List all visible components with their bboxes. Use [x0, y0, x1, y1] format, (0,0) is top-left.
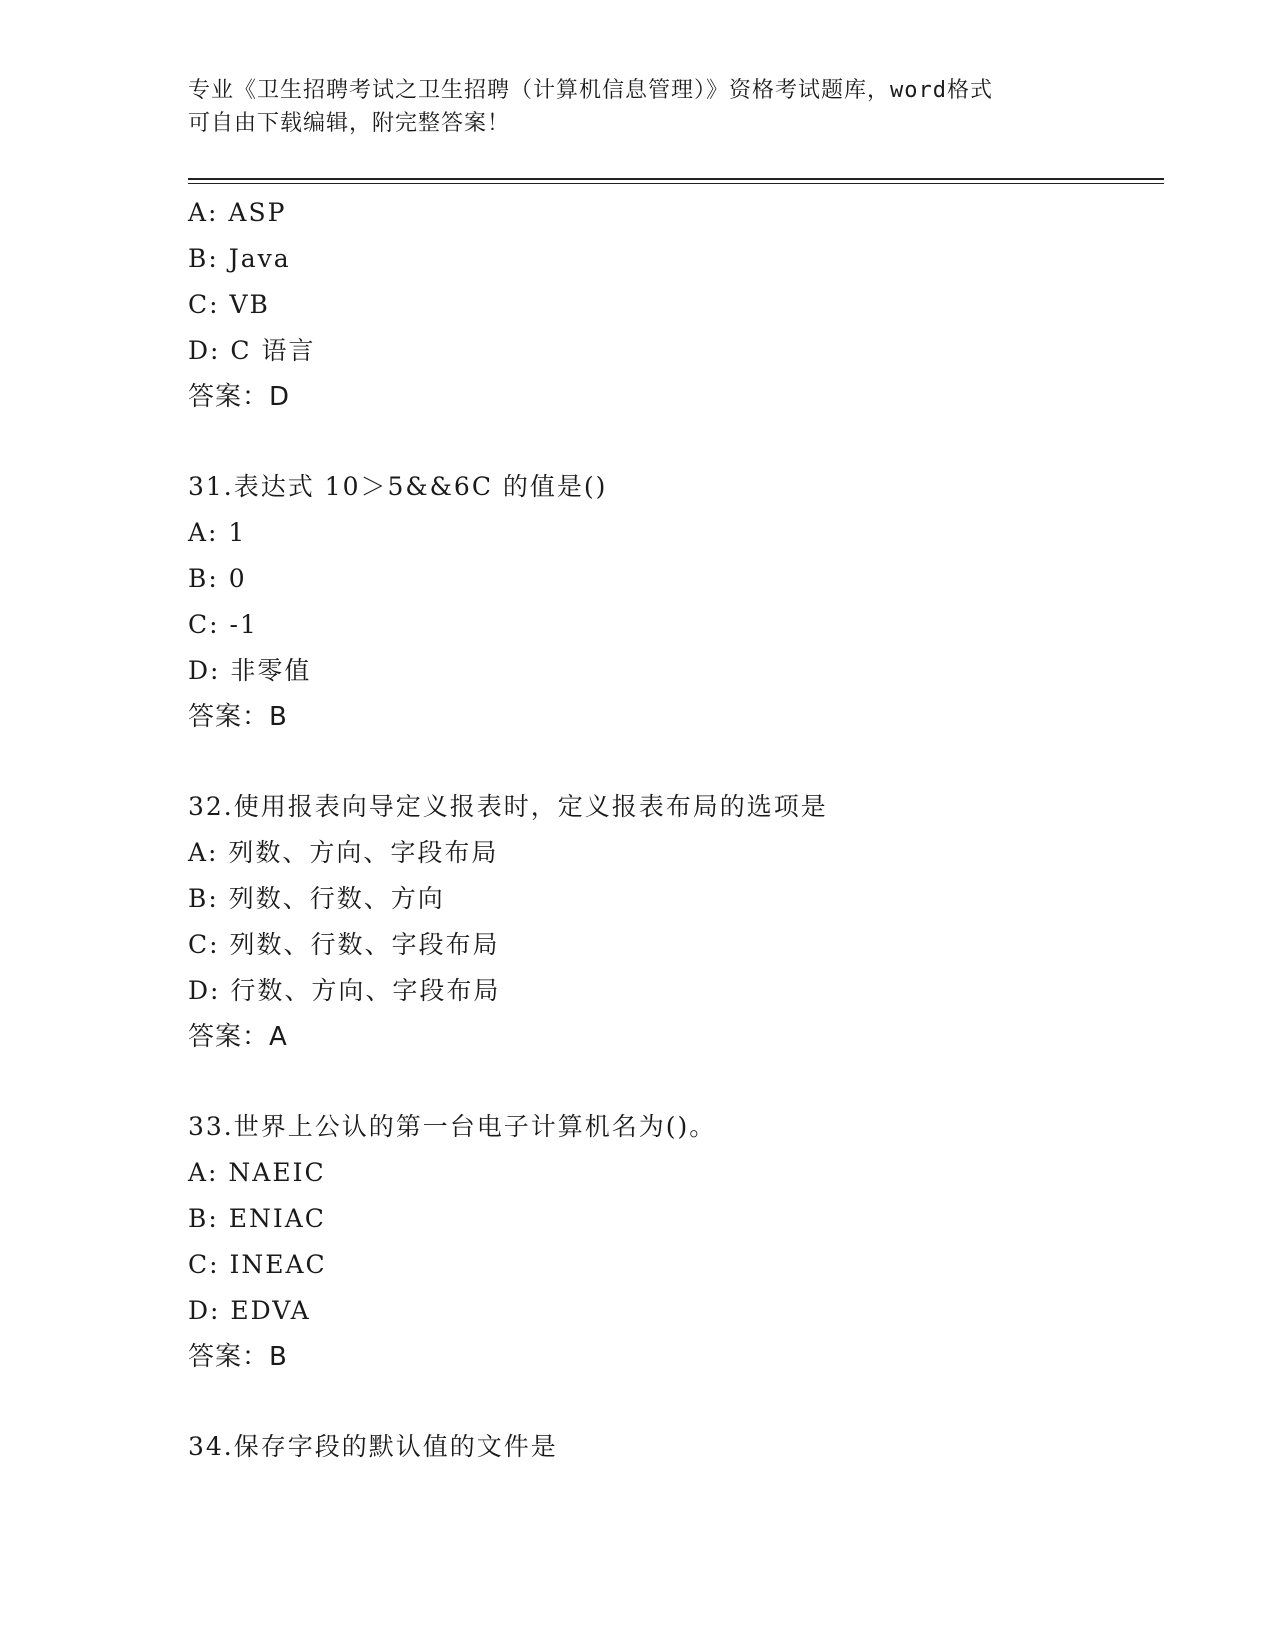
header-word-text: word	[890, 78, 947, 103]
header-divider-thin	[188, 183, 1164, 184]
question-text: 32.使用报表向导定义报表时，定义报表布局的选项是	[188, 792, 828, 821]
question-block-32	[188, 784, 1148, 1060]
option-b: B: Java	[188, 244, 291, 273]
option-a: A: NAEIC	[188, 1158, 326, 1187]
spacer	[188, 1380, 1148, 1424]
option-c: C: 列数、行数、字段布局	[188, 930, 500, 959]
option-a: A: 1	[188, 518, 247, 547]
question-list	[188, 190, 1148, 1470]
question-block-31	[188, 464, 1148, 740]
question-block-33	[188, 1104, 1148, 1380]
answer-line: 答案：B	[188, 1342, 288, 1372]
question-text: 31.表达式 10＞5&&6C 的值是()	[188, 472, 608, 501]
spacer	[188, 1060, 1148, 1104]
option-b: B: ENIAC	[188, 1204, 326, 1233]
option-d: D: 非零值	[188, 656, 312, 685]
header-divider-thick	[188, 178, 1164, 180]
option-b: B: 列数、行数、方向	[188, 884, 445, 913]
question-block-30	[188, 190, 1148, 420]
option-a: A: 列数、方向、字段布局	[188, 838, 499, 867]
option-c: C: -1	[188, 610, 258, 639]
header-format-text: 格式	[947, 78, 994, 103]
option-b: B: 0	[188, 564, 247, 593]
answer-line: 答案：B	[188, 702, 288, 732]
question-text: 33.世界上公认的第一台电子计算机名为()。	[188, 1112, 717, 1141]
option-d: D: EDVA	[188, 1296, 311, 1325]
document-header	[188, 74, 1088, 140]
option-d: D: C 语言	[188, 336, 316, 365]
spacer	[188, 420, 1148, 464]
header-line-1	[188, 74, 1088, 107]
question-text: 34.保存字段的默认值的文件是	[188, 1432, 558, 1461]
answer-line: 答案：D	[188, 382, 291, 412]
option-d: D: 行数、方向、字段布局	[188, 976, 501, 1005]
header-title-text: 专业《卫生招聘考试之卫生招聘（计算机信息管理）》资格考试题库，	[188, 78, 891, 103]
option-c: C: VB	[188, 290, 270, 319]
answer-line: 答案：A	[188, 1022, 288, 1052]
option-c: C: INEAC	[188, 1250, 327, 1279]
option-a: A: ASP	[188, 198, 287, 227]
spacer	[188, 740, 1148, 784]
header-line-2: 可自由下载编辑，附完整答案！	[188, 111, 511, 136]
question-block-34	[188, 1424, 1148, 1470]
